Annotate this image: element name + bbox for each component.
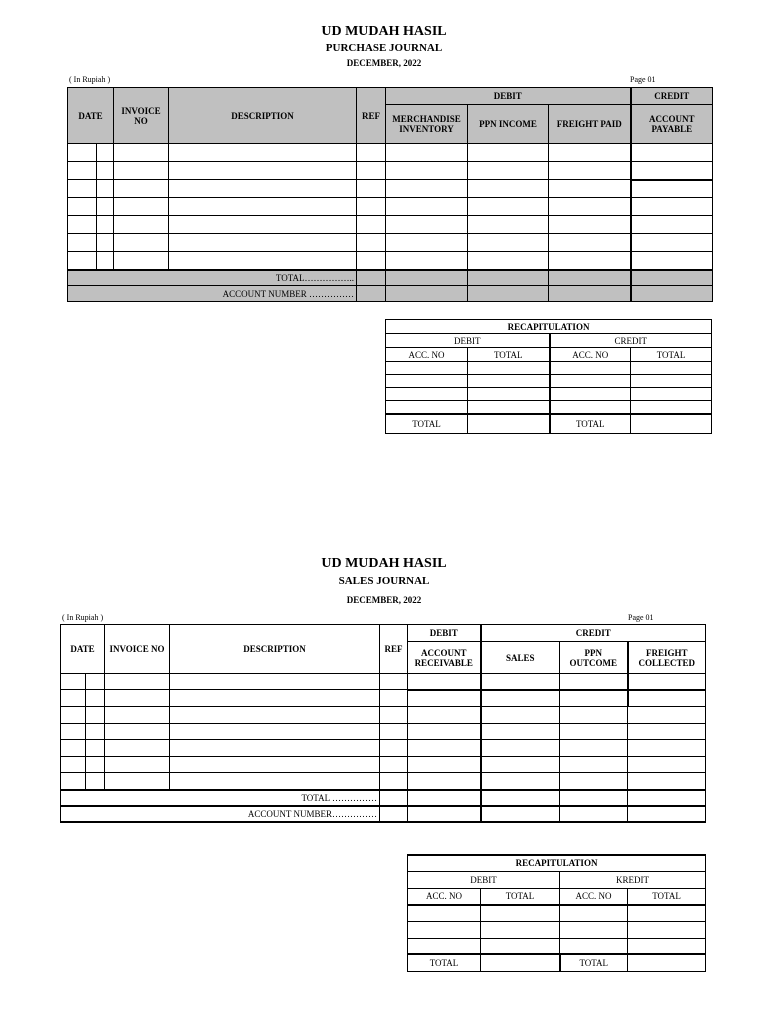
purchase-recap-table <box>385 319 712 434</box>
purchase-header-debit: DEBIT <box>386 88 631 105</box>
table-row <box>386 401 712 414</box>
purchase-period: DECEMBER, 2022 <box>346 58 422 68</box>
table-row <box>61 674 706 690</box>
sales-header-debit: DEBIT <box>408 625 481 642</box>
table-row <box>386 362 712 375</box>
sales-page-number: Page 01 <box>628 613 654 622</box>
table-row <box>68 234 713 252</box>
table-row <box>408 905 706 921</box>
purchase-recap-title: RECAPITULATION <box>386 320 712 334</box>
sales-header-date: DATE <box>61 625 105 674</box>
purchase-header-payable: ACCOUNT PAYABLE <box>631 105 713 144</box>
purchase-header-description: DESCRIPTION <box>169 88 357 144</box>
sales-header-sales: SALES <box>481 642 560 674</box>
sales-recap-title: RECAPITULATION <box>408 855 706 871</box>
table-row <box>68 144 713 162</box>
sales-recap-debit-total-row: TOTAL <box>408 954 481 971</box>
sales-company-name: UD MUDAH HASIL <box>321 556 447 571</box>
purchase-recap-credit-total-row: TOTAL <box>550 414 631 434</box>
purchase-recap-credit: CREDIT <box>550 334 712 348</box>
sales-recap-credit-total-row: TOTAL <box>560 954 628 971</box>
purchase-account-number-label: ACCOUNT NUMBER …………… <box>68 286 357 302</box>
table-row <box>68 216 713 234</box>
table-row <box>68 180 713 198</box>
sales-recap-credit-total: TOTAL <box>628 888 706 905</box>
purchase-header-ppn: PPN INCOME <box>468 105 549 144</box>
sales-recap-debit: DEBIT <box>408 871 560 888</box>
table-row <box>408 938 706 954</box>
table-row <box>61 707 706 724</box>
sales-header-receivable: ACCOUNT RECEIVABLE <box>408 642 481 674</box>
purchase-recap-debit-accno: ACC. NO <box>386 348 468 362</box>
sales-recap-credit-accno: ACC. NO <box>560 888 628 905</box>
table-row <box>68 198 713 216</box>
table-row <box>61 724 706 740</box>
purchase-journal-table <box>67 87 713 302</box>
sales-recap-credit: KREDIT <box>560 871 706 888</box>
purchase-journal-title: PURCHASE JOURNAL <box>325 42 443 54</box>
table-row <box>61 690 706 707</box>
sales-journal-title: SALES JOURNAL <box>338 575 430 587</box>
table-row <box>408 921 706 938</box>
purchase-header-credit: CREDIT <box>631 88 713 105</box>
sales-header-freight: FREIGHT COLLECTED <box>628 642 706 674</box>
sales-header-credit: CREDIT <box>481 625 706 642</box>
purchase-recap-debit-total: TOTAL <box>468 348 550 362</box>
purchase-entry-rows <box>68 144 713 270</box>
sales-header-ppn: PPN OUTCOME <box>560 642 628 674</box>
sales-journal-table <box>60 624 706 823</box>
sales-recap-debit-total: TOTAL <box>481 888 560 905</box>
purchase-header-date: DATE <box>68 88 114 144</box>
sales-header-description: DESCRIPTION <box>170 625 380 674</box>
table-row <box>61 773 706 790</box>
sales-header-invoice: INVOICE NO <box>105 625 170 674</box>
sales-account-number-label: ACCOUNT NUMBER…………… <box>61 806 380 822</box>
sales-recap-table <box>407 854 706 972</box>
purchase-recap-debit: DEBIT <box>386 334 550 348</box>
purchase-page-number: Page 01 <box>630 75 656 84</box>
purchase-recap-credit-total: TOTAL <box>631 348 712 362</box>
purchase-header-invoice: INVOICE NO <box>114 88 169 144</box>
sales-recap-debit-accno: ACC. NO <box>408 888 481 905</box>
table-row <box>386 388 712 401</box>
sales-total-label: TOTAL …………… <box>61 790 380 806</box>
purchase-total-label: TOTAL…………….. <box>68 270 357 286</box>
table-row <box>61 740 706 757</box>
sales-period: DECEMBER, 2022 <box>346 595 422 605</box>
purchase-header-merchandise: MERCHANDISE INVENTORY <box>386 105 468 144</box>
sales-currency-note: ( In Rupiah ) <box>62 613 104 622</box>
purchase-recap-debit-total-row: TOTAL <box>386 414 468 434</box>
purchase-recap-credit-accno: ACC. NO <box>550 348 631 362</box>
purchase-company-name: UD MUDAH HASIL <box>321 24 447 39</box>
purchase-header-freight: FREIGHT PAID <box>549 105 631 144</box>
sales-header-ref: REF <box>380 625 408 674</box>
purchase-header-ref: REF <box>357 88 386 144</box>
purchase-currency-note: ( In Rupiah ) <box>69 75 111 84</box>
sales-entry-rows <box>61 674 706 790</box>
table-row <box>386 375 712 388</box>
table-row <box>68 252 713 270</box>
table-row <box>61 757 706 773</box>
table-row <box>68 162 713 180</box>
